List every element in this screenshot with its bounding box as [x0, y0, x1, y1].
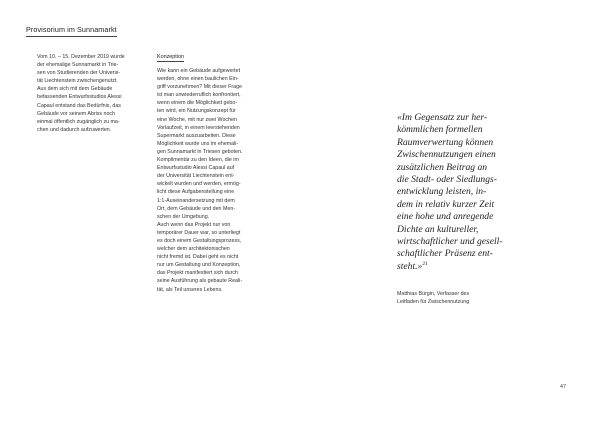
- quote-line: schaftlicher Präsenz ent-: [397, 248, 493, 260]
- body-line: Ort, dem Gebäude und den Men-: [157, 205, 236, 212]
- attribution-line: Leitfaden für Zwischennutzung: [397, 299, 470, 306]
- intro-line: Capaul entstand das Bedürfnis, das: [37, 102, 121, 109]
- attribution-line: Matthias Bürgin, Verfasser des: [397, 291, 470, 297]
- body-line: Vorlaufzeit, in einem leerstehenden: [157, 124, 240, 131]
- body-line: das Projekt manifestiert sich durch: [157, 270, 238, 277]
- intro-line: der ehemalige Sunnamarkt in Trie-: [37, 62, 119, 69]
- body-line: gen Sunnamarkt in Triesen geboten.: [157, 148, 243, 155]
- page-number: 47: [560, 384, 566, 390]
- intro-line: chen und dadurch aufzuwerten.: [37, 126, 112, 133]
- quote-line: eine hohe und anregende: [397, 211, 494, 223]
- body-line: licht diese Aufgabenstellung eine: [157, 189, 235, 196]
- body-line: tät, als Teil unseres Lebens.: [157, 286, 223, 293]
- body-line: temporärer Dauer war, so unterliegt: [157, 229, 241, 236]
- body-line: seine Ausführung als gebaute Reali-: [157, 278, 243, 285]
- quote-line: Zwischennutzungen einen: [397, 149, 496, 161]
- footnote-marker: 21: [422, 260, 428, 267]
- konzeption-body: [157, 67, 242, 294]
- intro-line: einmal öffentlich zugänglich zu ma-: [37, 118, 120, 125]
- intro-paragraph: [37, 53, 125, 134]
- quote-line: zusätzlichen Beitrag an: [397, 161, 488, 173]
- quote-line: dem in relativ kurzer Zeit: [397, 198, 495, 210]
- section-heading: Konzeption: [157, 54, 184, 60]
- quote-line: die Stadt- oder Siedlungs-: [397, 174, 497, 186]
- body-line: griff vorzunehmen? Mit dieser Frage: [157, 84, 242, 91]
- quote-line: Dichte an kultureller,: [397, 223, 479, 235]
- quote-line: «Im Gegensatz zur her-: [397, 112, 488, 123]
- running-header: Provisorium im Sunnamarkt: [26, 25, 117, 37]
- body-line: eine Woche, mit nur zwei Wochen: [157, 116, 237, 123]
- intro-line: befassenden Entwurfsstudios Alessi: [37, 94, 122, 101]
- body-line: 1:1-Auseinandersetzung mit dem: [157, 197, 235, 204]
- quote-line: kömmlichen formellen: [397, 124, 483, 136]
- intro-line: Aus dem sich mit dem Gebäude: [37, 86, 113, 93]
- body-line: der Universität Liechtenstein ent-: [157, 173, 235, 180]
- body-line: Auch wenn das Projekt nur von: [157, 221, 231, 228]
- body-line: Möglichkeit wurde uns im ehemali-: [157, 140, 239, 147]
- body-line: ist man unwiederruflich konfrontiert,: [157, 92, 241, 99]
- body-line: welcher dem architektonischen: [157, 246, 230, 253]
- pull-quote: [397, 112, 503, 273]
- quote-line: Raumverwertung können: [397, 136, 494, 148]
- body-line: werden, ohne einen baulichen Ein-: [157, 76, 239, 83]
- body-line: Wie kann ein Gebäude aufgewertet: [157, 68, 241, 74]
- body-line: wenn einem die Möglichkeit gebo-: [157, 100, 238, 107]
- body-line: Komplimentär zu den Ideen, die im: [157, 157, 239, 164]
- body-line: schen der Umgebung.: [157, 213, 210, 220]
- body-line: nicht fremd ist. Dabei geht es nicht: [157, 254, 239, 261]
- quote-line: wirtschaftlicher und gesell-: [397, 236, 503, 248]
- body-line: ten wird, ein Nutzungskonzept für: [157, 108, 236, 115]
- konzeption-section: [157, 53, 242, 294]
- quote-attribution: [397, 290, 469, 306]
- quote-ending: steht.»: [397, 260, 423, 272]
- body-line: Supermarkt auszuarbeiten. Diese: [157, 132, 236, 139]
- body-line: Entwurfsstudio Alessi Capaul auf: [157, 165, 235, 172]
- intro-line: tät Liechtenstein zwischengenutzt.: [37, 78, 118, 85]
- quote-last-line: [397, 261, 503, 273]
- intro-line: sen von Studierenden der Universi-: [37, 70, 121, 77]
- intro-line: Gebäude vor seinem Abriss noch: [37, 110, 116, 117]
- intro-line: Vom 10. – 15. Dezember 2019 wurde: [37, 54, 125, 60]
- body-line: es doch einem Gestaltungsprozess,: [157, 237, 242, 244]
- body-line: wickelt wurden und werden, ermög-: [157, 181, 241, 188]
- body-line: nur um Gestaltung und Konzeption,: [157, 262, 241, 269]
- quote-line: entwicklung leisten, in-: [397, 186, 487, 198]
